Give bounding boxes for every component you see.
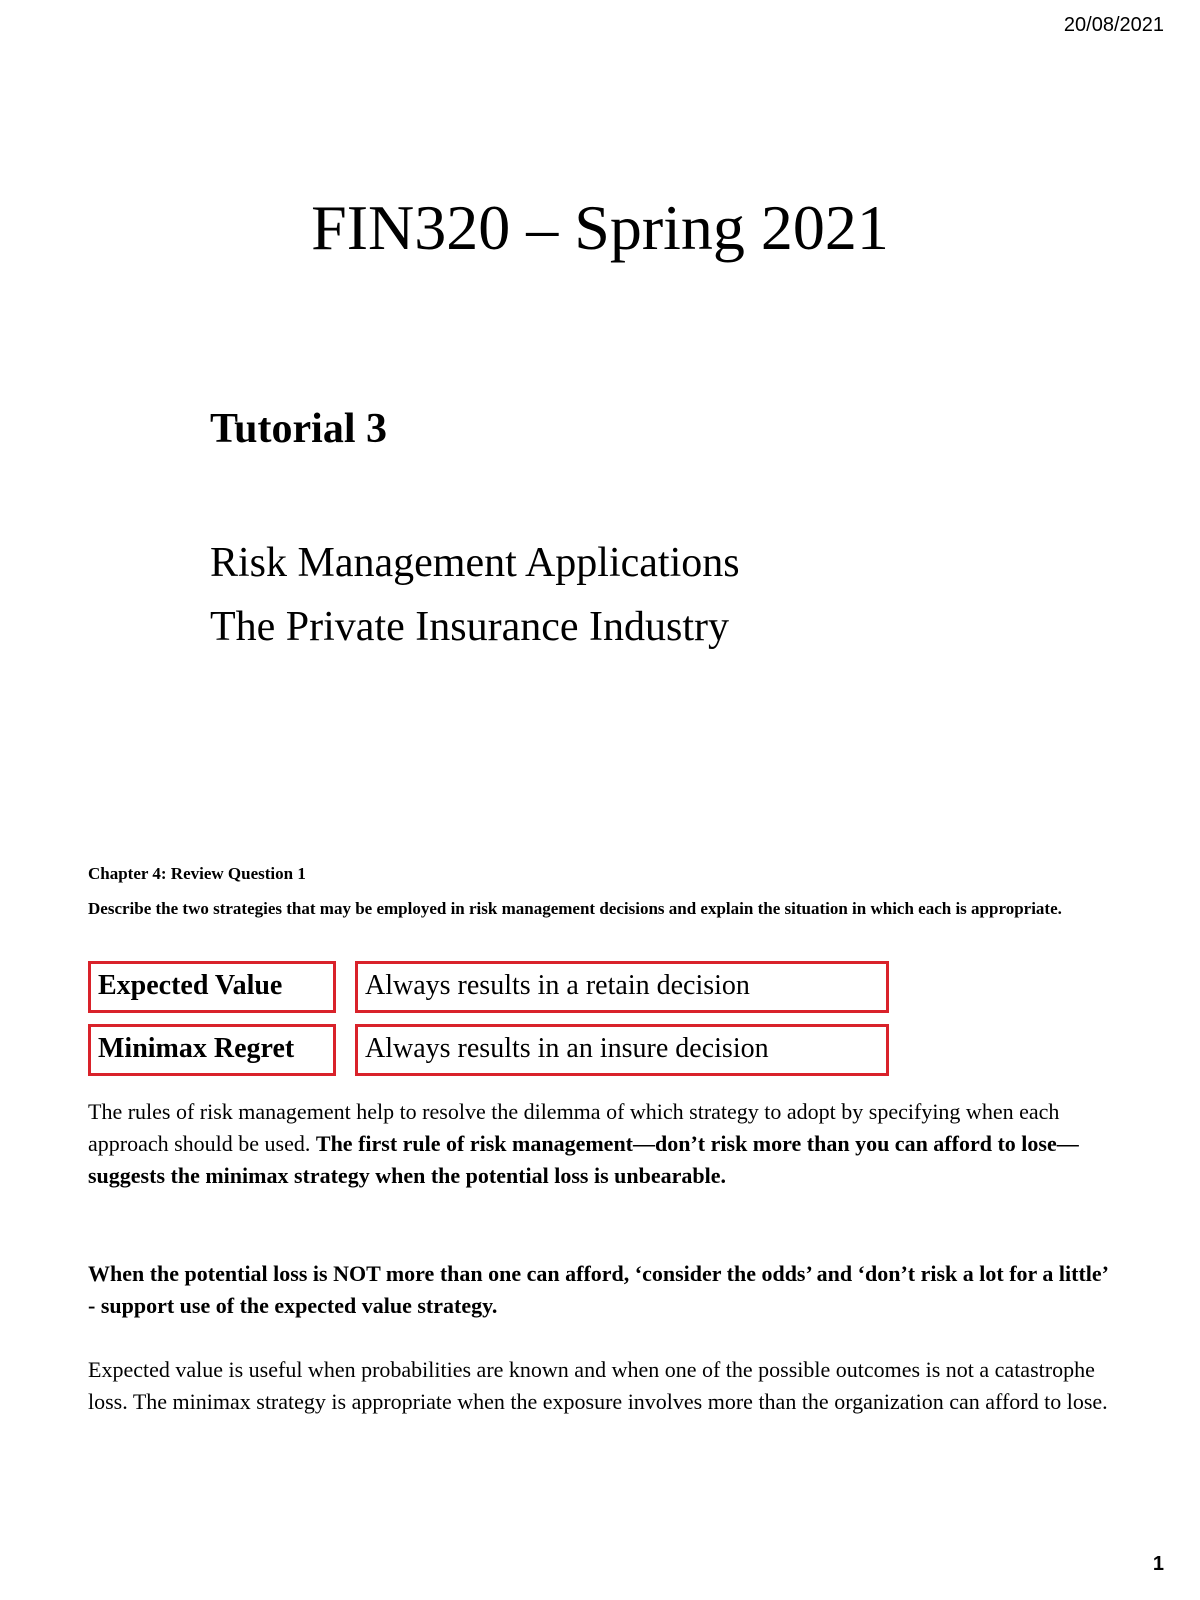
paragraph-expected-value-support: When the potential loss is NOT more than one can afford, ‘consider the odds’ and ‘don’t risk a lot for a little’ - support use of the expected value strategy. (88, 1261, 1108, 1318)
subtitle-line-2: The Private Insurance Industry (210, 604, 729, 650)
page-number: 1 (1152, 1553, 1164, 1575)
slide-date: 20/08/2021 (1063, 14, 1164, 36)
paragraph-rules-bold: The first rule of risk management—don’t risk more than you can afford to lose—suggests the minimax strategy when the potential loss is unbearable. (88, 1131, 1079, 1188)
tutorial-heading: Tutorial 3 (210, 406, 387, 452)
strategy-minimax-regret-label: Minimax Regret (88, 1024, 336, 1076)
paragraph-summary: Expected value is useful when probabilities are known and when one of the possible outcomes is not a catastrophe loss. The minimax strategy is appropriate when the exposure involves more than the organization can afford to lose. (88, 1357, 1108, 1414)
paragraph-rules (88, 1096, 1118, 1192)
subtitle-line-1: Risk Management Applications (210, 540, 740, 586)
strategy-expected-value-label: Expected Value (88, 961, 336, 1013)
chapter-label: Chapter 4: Review Question 1 (88, 864, 306, 883)
review-question: Describe the two strategies that may be employed in risk management decisions and explain the situation in which each is appropriate. (88, 899, 1062, 918)
paragraph-rules-plain: The rules of risk management help to resolve the dilemma of which strategy to adopt by specifying when each approach should be used. (88, 1099, 1060, 1156)
strategy-minimax-regret-result: Always results in an insure decision (355, 1024, 889, 1076)
strategy-expected-value-result: Always results in a retain decision (355, 961, 889, 1013)
page-title: FIN320 – Spring 2021 (311, 192, 889, 263)
